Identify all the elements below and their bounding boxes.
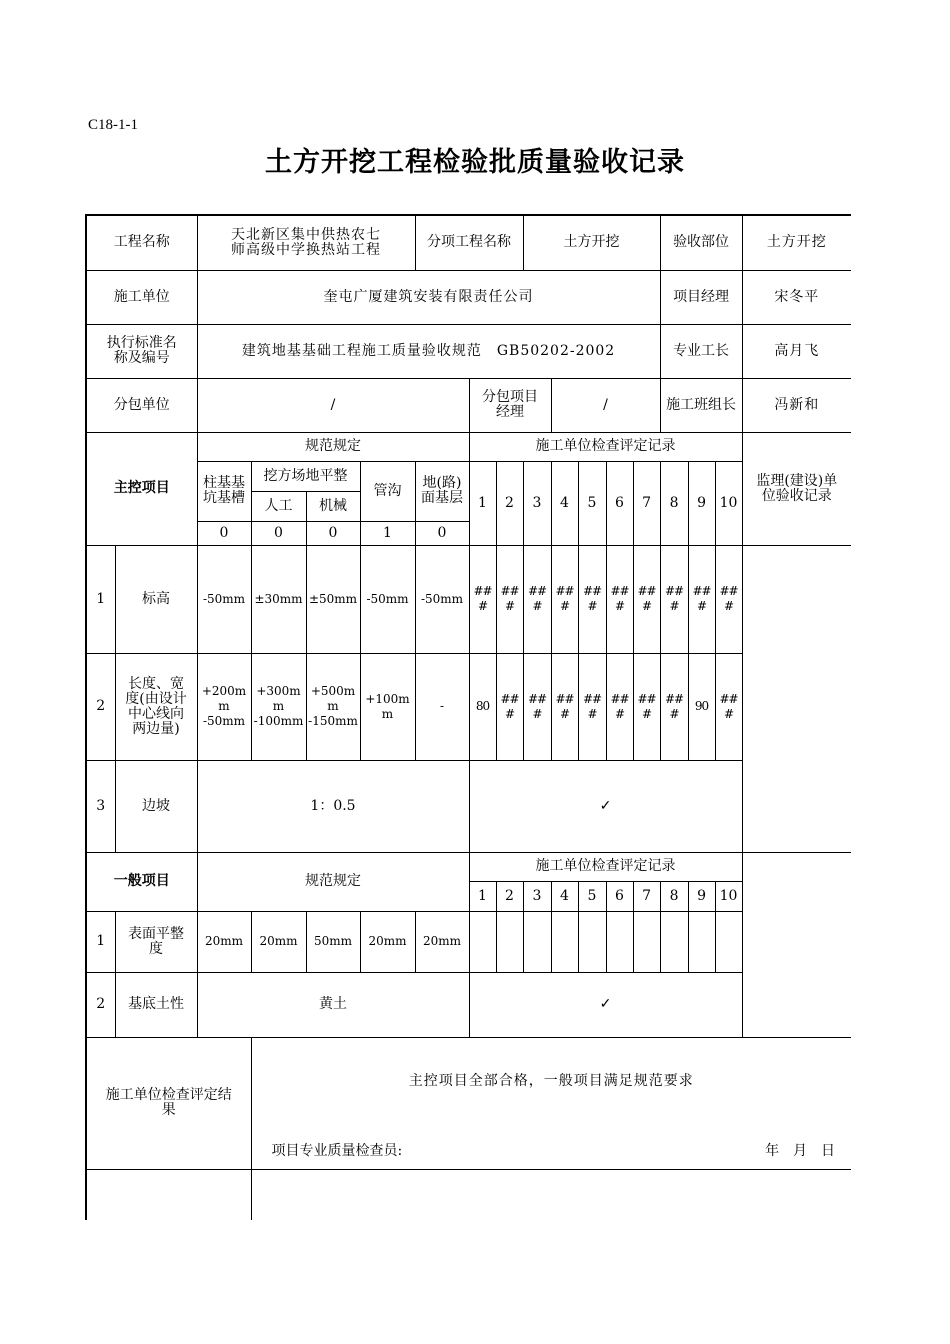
- col-machine: 机械: [306, 491, 360, 521]
- item-name: 边坡: [115, 760, 197, 852]
- col-zero: 0: [251, 521, 306, 545]
- check-value: ###: [660, 653, 688, 760]
- item-no: 1: [86, 545, 115, 653]
- check-value: [633, 911, 660, 972]
- check-num: 8: [660, 881, 688, 911]
- check-num: 6: [606, 461, 633, 545]
- general-spec-label: 规范规定: [197, 852, 469, 911]
- item-no: 1: [86, 911, 115, 972]
- subproject-name-value: 土方开挖: [523, 215, 660, 270]
- acceptance-part-label: 验收部位: [660, 215, 742, 270]
- check-num: 8: [660, 461, 688, 545]
- check-num: 3: [523, 881, 551, 911]
- check-value: ###: [606, 545, 633, 653]
- item-no: 3: [86, 760, 115, 852]
- supervision-conclusion-label: [86, 1169, 251, 1220]
- check-num: 9: [688, 461, 715, 545]
- check-num: 4: [551, 881, 578, 911]
- check-num: 1: [469, 881, 496, 911]
- supervision-record-general: [742, 852, 851, 1037]
- spec-value: -50mm: [415, 545, 469, 653]
- check-value: ###: [578, 653, 606, 760]
- result-text: 主控项目全部合格，一般项目满足规范要求: [408, 1072, 694, 1089]
- check-value: ###: [523, 545, 551, 653]
- check-value: [660, 911, 688, 972]
- spec-value: 20mm: [360, 911, 415, 972]
- team-leader-label: 施工班组长: [660, 378, 742, 432]
- contractor-value: 奎屯广厦建筑安装有限责任公司: [197, 270, 660, 324]
- general-items-label: 一般项目: [86, 852, 197, 911]
- check-num: 9: [688, 881, 715, 911]
- col-zero: 0: [197, 521, 251, 545]
- subcontractor-value: /: [197, 378, 469, 432]
- item-name: 基底土性: [115, 972, 197, 1037]
- check-value: ###: [688, 545, 715, 653]
- check-num: 7: [633, 461, 660, 545]
- check-value: ###: [715, 653, 742, 760]
- check-num: 2: [496, 881, 523, 911]
- check-value: [551, 911, 578, 972]
- check-num: 7: [633, 881, 660, 911]
- check-value: ###: [660, 545, 688, 653]
- col-pipe-trench: 管沟: [360, 461, 415, 521]
- check-value: ###: [469, 545, 496, 653]
- soil-check-mark: ✓: [469, 972, 742, 1037]
- foreman-value: 高月飞: [742, 324, 851, 378]
- document-code: C18-1-1: [88, 117, 138, 133]
- spec-value: 20mm: [415, 911, 469, 972]
- contractor-label: 施工单位: [86, 270, 197, 324]
- check-value: [469, 911, 496, 972]
- col-manual: 人工: [251, 491, 306, 521]
- team-leader-value: 冯新和: [742, 378, 851, 432]
- check-num: 2: [496, 461, 523, 545]
- check-num: 10: [715, 461, 742, 545]
- project-name-label: 工程名称: [86, 215, 197, 270]
- check-value: ###: [523, 653, 551, 760]
- col-zero: 1: [360, 521, 415, 545]
- spec-value: ±30mm: [251, 545, 306, 653]
- col-site-leveling: 挖方场地平整: [251, 461, 360, 491]
- check-value: [688, 911, 715, 972]
- result-content: [251, 1037, 851, 1169]
- spec-value: +100mm: [360, 653, 415, 760]
- foreman-label: 专业工长: [660, 324, 742, 378]
- soil-spec: 黄土: [197, 972, 469, 1037]
- main-spec-label: 规范规定: [197, 432, 469, 461]
- col-pit: 柱基基 坑基槽: [197, 461, 251, 521]
- sub-project-manager-value: /: [551, 378, 660, 432]
- main-control-label: 主控项目: [86, 432, 197, 545]
- check-num: 5: [578, 461, 606, 545]
- check-value: ###: [633, 545, 660, 653]
- check-value: ###: [606, 653, 633, 760]
- item-name: 表面平整 度: [115, 911, 197, 972]
- spec-value: 20mm: [197, 911, 251, 972]
- item-name: 长度、宽 度(由设计 中心线向 两边量): [115, 653, 197, 760]
- spec-value: 20mm: [251, 911, 306, 972]
- check-num: 10: [715, 881, 742, 911]
- check-num: 1: [469, 461, 496, 545]
- spec-value: -50mm: [197, 545, 251, 653]
- check-num: 6: [606, 881, 633, 911]
- standard-value: 建筑地基基础工程施工质量验收规范 GB50202-2002: [197, 324, 660, 378]
- supervision-record-main: [742, 545, 851, 852]
- check-value: ###: [496, 653, 523, 760]
- check-value: 90: [688, 653, 715, 760]
- inspection-form: [85, 214, 851, 1220]
- subproject-name-label: 分项工程名称: [415, 215, 523, 270]
- document-title: 土方开挖工程检验批质量验收记录: [265, 147, 685, 178]
- standard-label: 执行标准名 称及编号: [86, 324, 197, 378]
- check-value: [606, 911, 633, 972]
- project-name-value: 天北新区集中供热农七 师高级中学换热站工程: [197, 215, 415, 270]
- result-label: 施工单位检查评定结 果: [86, 1037, 251, 1169]
- check-value: ###: [578, 545, 606, 653]
- item-name: 标高: [115, 545, 197, 653]
- check-value: ###: [496, 545, 523, 653]
- check-value: ###: [633, 653, 660, 760]
- spec-value: +300mm -100mm: [251, 653, 306, 760]
- supervision-label: 监理(建设)单 位验收记录: [742, 432, 851, 545]
- col-road-base: 地(路) 面基层: [415, 461, 469, 521]
- inspector-label: 项目专业质量检查员:: [271, 1142, 403, 1159]
- col-zero: 0: [415, 521, 469, 545]
- sub-project-manager-label: 分包项目 经理: [469, 378, 551, 432]
- check-value: ###: [715, 545, 742, 653]
- check-num: 4: [551, 461, 578, 545]
- item-no: 2: [86, 972, 115, 1037]
- general-record-label: 施工单位检查评定记录: [469, 852, 742, 881]
- check-value: [578, 911, 606, 972]
- subcontractor-label: 分包单位: [86, 378, 197, 432]
- check-value: [715, 911, 742, 972]
- spec-value: 50mm: [306, 911, 360, 972]
- slope-check-mark: ✓: [469, 760, 742, 852]
- check-value: [523, 911, 551, 972]
- project-manager-label: 项目经理: [660, 270, 742, 324]
- spec-value: ±50mm: [306, 545, 360, 653]
- check-value: ###: [551, 653, 578, 760]
- spec-value: -50mm: [360, 545, 415, 653]
- col-zero: 0: [306, 521, 360, 545]
- spec-value: -: [415, 653, 469, 760]
- item-no: 2: [86, 653, 115, 760]
- check-num: 5: [578, 881, 606, 911]
- spec-value: +200mm -50mm: [197, 653, 251, 760]
- supervision-conclusion-content: [251, 1169, 851, 1220]
- slope-spec: 1：0.5: [197, 760, 469, 852]
- check-num: 3: [523, 461, 551, 545]
- date-label: 年 月 日: [765, 1142, 836, 1159]
- acceptance-part-value: 土方开挖: [742, 215, 851, 270]
- check-value: 80: [469, 653, 496, 760]
- inspection-table: [85, 214, 851, 1220]
- project-manager-value: 宋冬平: [742, 270, 851, 324]
- check-value: [496, 911, 523, 972]
- spec-value: +500mm -150mm: [306, 653, 360, 760]
- check-value: ###: [551, 545, 578, 653]
- main-record-label: 施工单位检查评定记录: [469, 432, 742, 461]
